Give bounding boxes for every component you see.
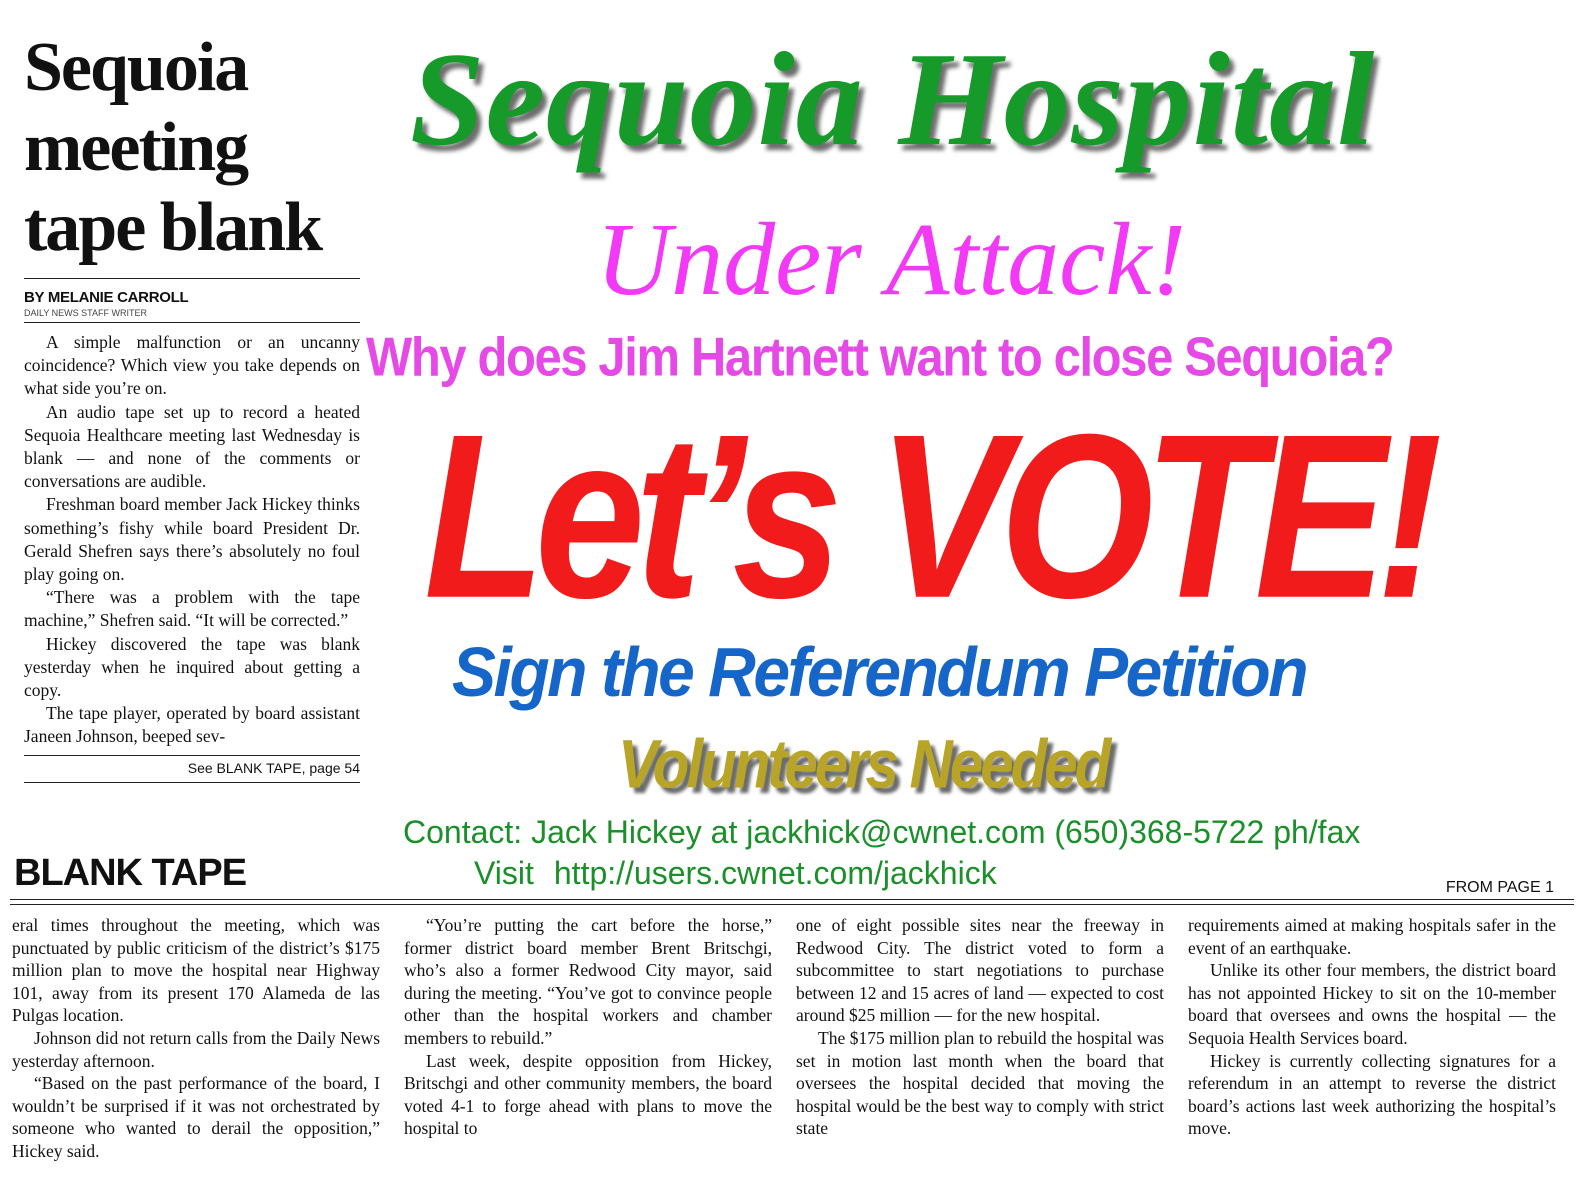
headline-line: meeting (24, 109, 248, 186)
clipping-body (24, 331, 360, 749)
vote-headline: Let’s VOTE! (424, 385, 1433, 647)
article-column (1188, 914, 1556, 1140)
poster-question: Why does Jim Hartnett want to close Sequoia? (366, 327, 1394, 388)
article-paragraph: Unlike its other four members, the district board has not appointed Hickey to sit on the 10-member board that oversees and owns the hospital — the Sequoia Health Services board. (1188, 960, 1556, 1048)
continuation-heading: BLANK TAPE (14, 852, 247, 894)
divider (24, 782, 360, 783)
article-paragraph: eral times throughout the meeting, which was punctuated by public criticism of the district’s $175 million plan to move the hospital near Highway 101, away from its present 170 Alameda de las Pulgas location. (12, 915, 380, 1026)
article-paragraph: A simple malfunction or an uncanny coincidence? Which view you take depends on what side you’re on. (24, 332, 360, 399)
jump-line: See BLANK TAPE, page 54 (187, 759, 360, 776)
visit-label: Visit (474, 855, 534, 891)
article-paragraph: Johnson did not return calls from the Daily News yesterday afternoon. (12, 1027, 380, 1071)
article-column (404, 914, 772, 1140)
divider (24, 322, 360, 323)
article-paragraph: requirements aimed at making hospitals safer in the event of an earthquake. (1188, 915, 1556, 958)
article-paragraph: An audio tape set up to record a heated Sequoia Healthcare meeting last Wednesday is blank — and none of the comments or conversations are audible. (24, 401, 360, 492)
article-paragraph: “Based on the past performance of the board, I wouldn’t be surprised if it was not orchestrated by someone who wanted to derail the opposition,” Hickey said. (12, 1073, 380, 1161)
visit-line (474, 855, 997, 892)
article-paragraph: “There was a problem with the tape machine,” Shefren said. “It will be corrected.” (24, 587, 360, 631)
article-paragraph: Hickey is currently collecting signatures for a referendum in an attempt to reverse the district board’s actions last week authorizing the hospital’s move. (1188, 1050, 1556, 1139)
contact-line: Contact: Jack Hickey at jackhick@cwnet.com (650)368-5722 ph/fax (403, 814, 1361, 850)
headline-line: tape blank (24, 189, 322, 266)
article-paragraph: one of eight possible sites near the freeway in Redwood City. The district voted to form a subcommittee to start negotiations to purchase between 12 and 15 acres of land — expected to cost around $25 million — for the new hospital. (796, 915, 1164, 1026)
article-column (796, 914, 1164, 1140)
divider (10, 899, 1574, 900)
website-link[interactable]: http://users.cwnet.com/jackhick (553, 855, 997, 891)
from-page-label: FROM PAGE 1 (1445, 879, 1554, 896)
volunteers-callout: Volunteers Needed (618, 725, 1109, 803)
article-paragraph: Last week, despite opposition from Hickey, Britschgi and other community members, the board voted 4-1 to forge ahead with plans to move the hospital to (404, 1050, 772, 1139)
clipping-headline (24, 28, 360, 268)
poster-title: Sequoia Hospital (410, 25, 1376, 173)
divider (24, 278, 360, 279)
petition-callout: Sign the Referendum Petition (452, 633, 1307, 711)
poster-subtitle: Under Attack! (596, 202, 1187, 317)
article-paragraph: The tape player, operated by board assistant Janeen Johnson, beeped sev- (24, 703, 360, 747)
article-paragraph: “You’re putting the cart before the horse,” former district board member Brent Britschgi, who’s also a former Redwood City mayor, said during the meeting. “You’ve got to convince people other than the hospital workers and chamber members to rebuild.” (404, 915, 772, 1048)
article-column (12, 914, 380, 1163)
divider (10, 904, 1574, 905)
article-paragraph: Hickey discovered the tape was blank yesterday when he inquired about getting a copy. (24, 633, 360, 701)
article-paragraph: Freshman board member Jack Hickey thinks something’s fishy while board President Dr. Gerald Shefren says there’s absolutely no foul play going on. (24, 494, 360, 585)
article-paragraph: The $175 million plan to rebuild the hospital was set in motion last month when the board that oversees the hospital decided that moving the hospital would be the best way to comply with strict state (796, 1027, 1164, 1139)
staff-label: DAILY NEWS STAFF WRITER (24, 308, 148, 318)
headline-line: Sequoia (24, 29, 248, 106)
newspaper-clipping (24, 28, 360, 783)
byline: BY MELANIE CARROLL (24, 289, 189, 306)
